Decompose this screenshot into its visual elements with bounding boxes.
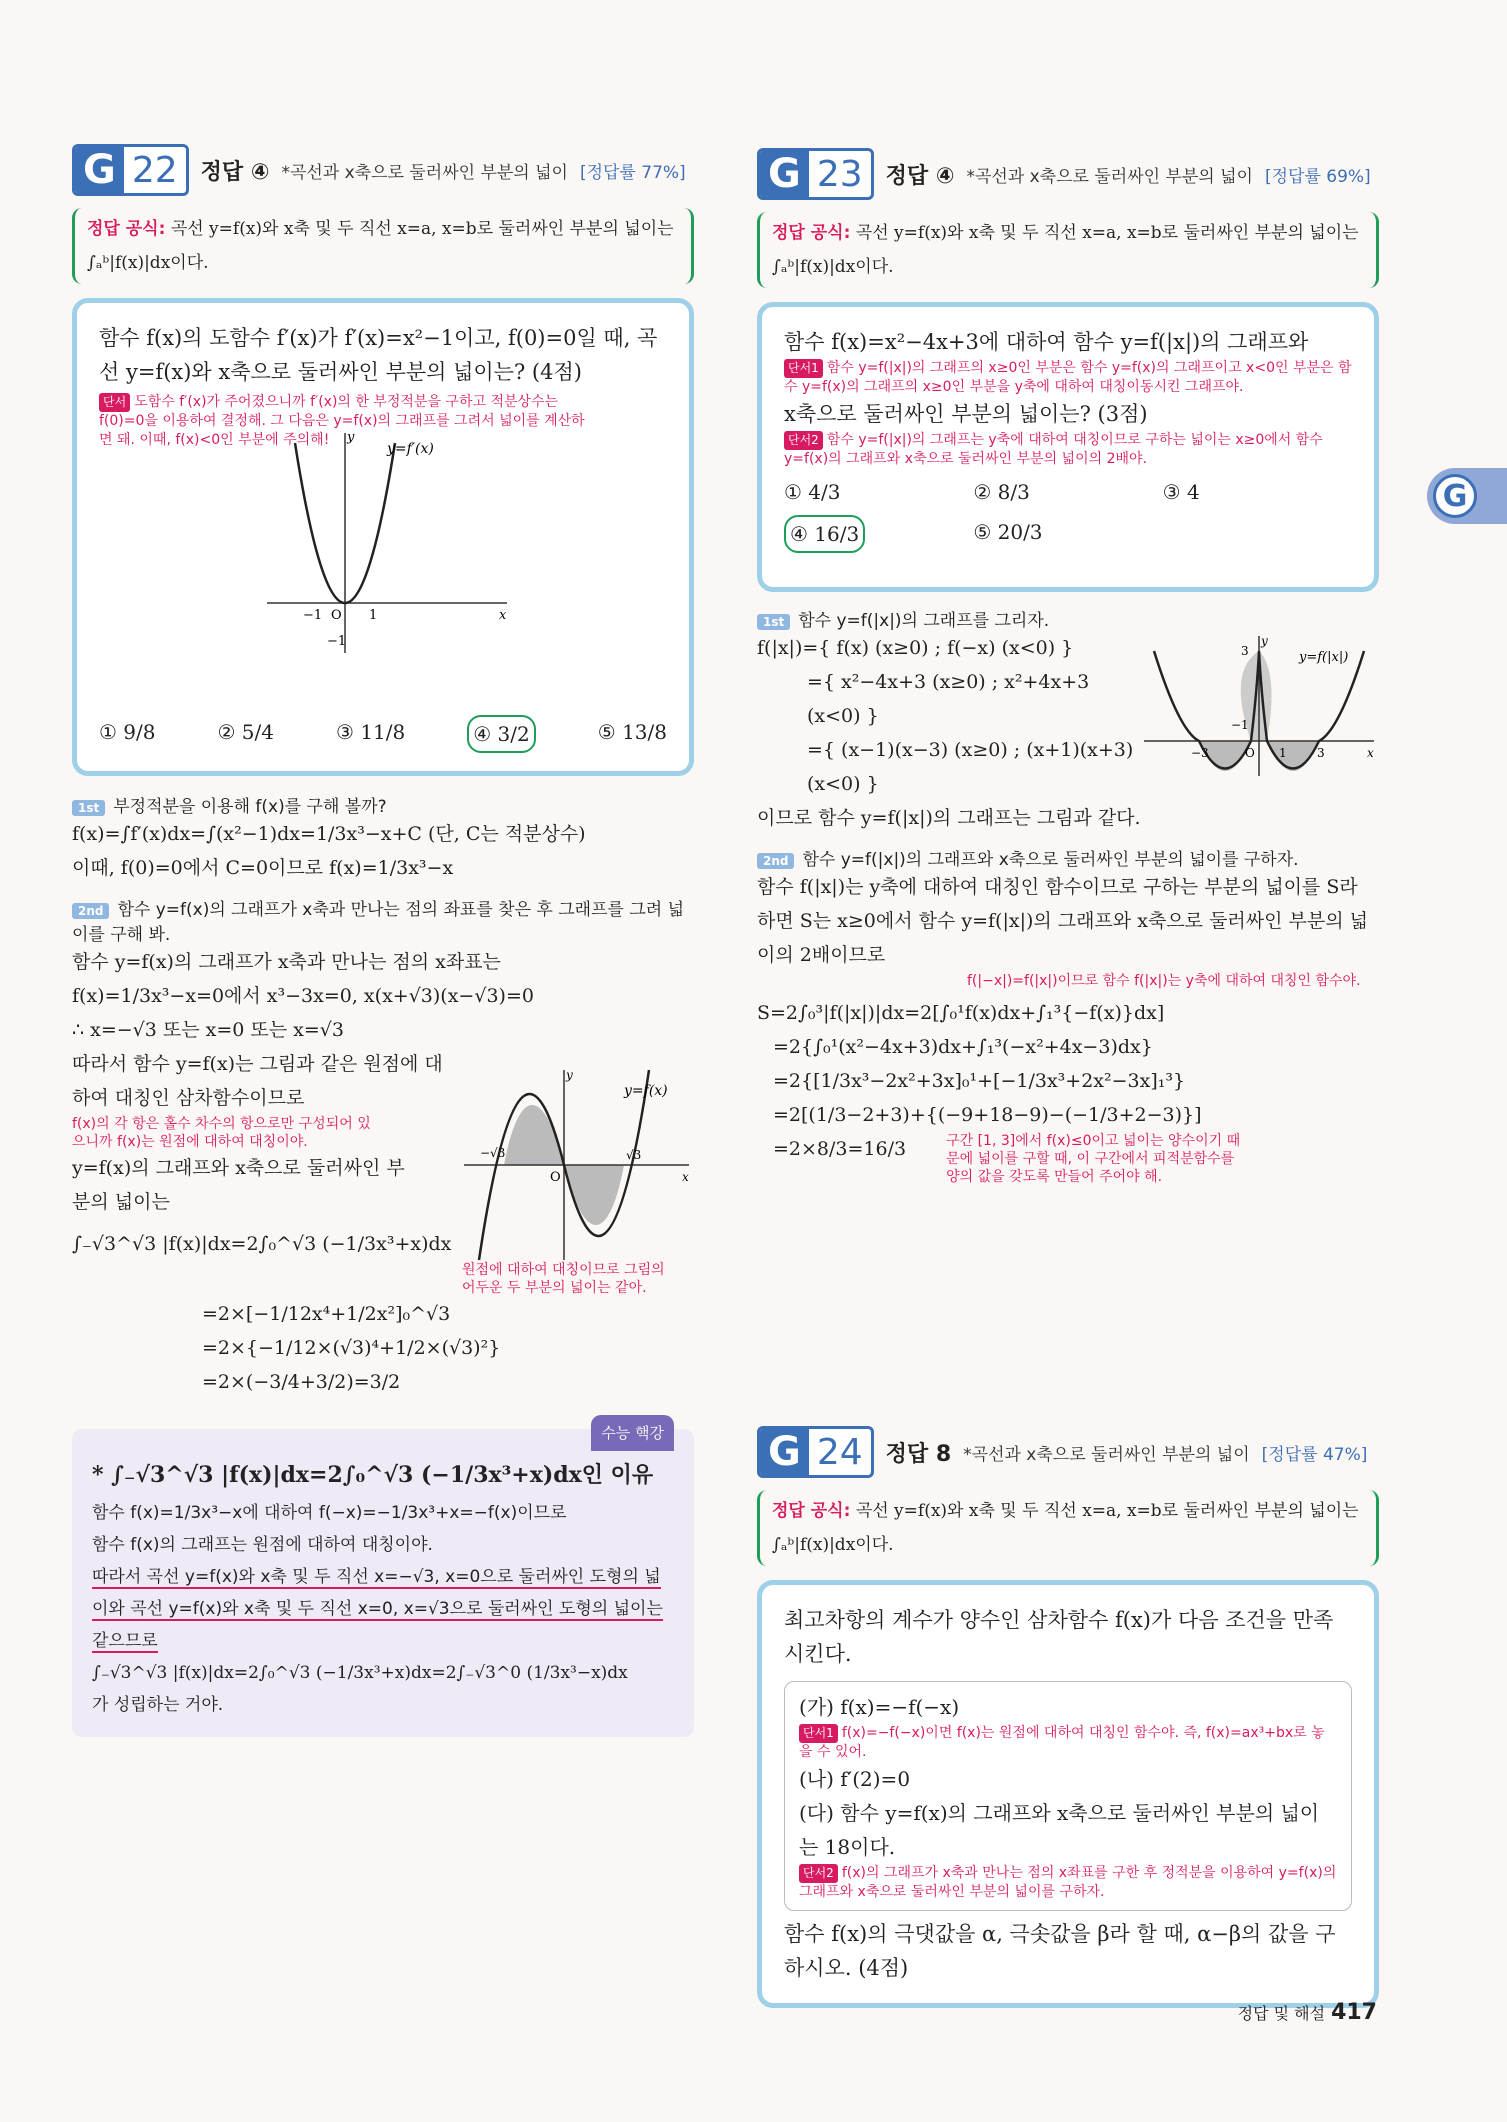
- hint-text: 도함수 f′(x)가 주어졌으니까 f′(x)의 한 부정적분을 구하고 적분상수는 f(0)=0을 이용하여 결정해. 그 다음은 y=f(x)의 그래프를 그려서 넓이를 계산하면 돼. 이때, f(x)<0인 부분에 주의해!: [99, 394, 585, 448]
- svg-text:−1: −1: [327, 634, 347, 649]
- badge-letter: G: [75, 147, 124, 193]
- solution-line: 따라서 함수 y=f(x)는 그림과 같은 원점에 대하여 대칭인 삼차함수이므로: [72, 1053, 443, 1109]
- correct-rate: [정답률 69%]: [1264, 166, 1371, 187]
- choice-1[interactable]: ① 4/3: [784, 480, 841, 504]
- core-title: * ∫₋√3^√3 |f(x)|dx=2∫₀^√3 (−1/3x³+x)dx인 이유: [92, 1462, 654, 1488]
- svg-text:x: x: [499, 608, 507, 623]
- step-2: [757, 845, 1379, 870]
- step-2: [72, 895, 694, 945]
- problem-22-header: [72, 142, 694, 198]
- svg-text:O: O: [331, 608, 342, 623]
- badge-letter: G: [760, 1429, 809, 1475]
- svg-text:O: O: [550, 1170, 561, 1185]
- graph-label: y=f(x): [624, 1083, 668, 1099]
- hint-text: 함수 y=f(|x|)의 그래프의 x≥0인 부분은 함수 y=f(x)의 그래프이고 x<0인 부분은 함수 y=f(x)의 그래프의 x≥0인 부분을 y축에 대하여 대칭이동시킨 그래프야.: [784, 360, 1352, 395]
- core-line: 가 성립하는 거야.: [92, 1695, 224, 1715]
- svg-text:1: 1: [369, 608, 378, 623]
- step-badge: 1st: [72, 800, 105, 816]
- problem-24-badge: [757, 1426, 874, 1478]
- svg-text:−1: −1: [303, 608, 323, 623]
- problem-box: [757, 302, 1379, 592]
- condition-c: (다) 함수 y=f(x)의 그래프와 x축으로 둘러싸인 부분의 넓이는 18이다.: [799, 1801, 1320, 1859]
- svg-text:x: x: [1367, 746, 1374, 760]
- step-text: 함수 y=f(|x|)의 그래프를 그리자.: [798, 611, 1050, 631]
- svg-text:x: x: [682, 1170, 689, 1184]
- solution-line: 함수 y=f(x)의 그래프가 x축과 만나는 점의 x좌표는: [72, 951, 501, 973]
- core-line: 함수 f(x)의 그래프는 원점에 대하여 대칭이야.: [92, 1535, 433, 1555]
- choice-5[interactable]: ⑤ 20/3: [973, 520, 1043, 544]
- svg-text:y: y: [566, 1068, 573, 1082]
- svg-text:3: 3: [1317, 746, 1325, 760]
- step-text: 함수 y=f(|x|)의 그래프와 x축으로 둘러싸인 부분의 넓이를 구하자.: [802, 850, 1299, 870]
- step-1: [72, 792, 694, 817]
- hint-tag: 단서1: [784, 359, 823, 378]
- hint-2: [784, 431, 1352, 469]
- equation-line: =2×(−3/4+3/2)=3/2: [202, 1371, 401, 1393]
- equation-line: =2{∫₀¹(x²−4x+3)dx+∫₁³(−x²+4x−3)dx}: [773, 1036, 1153, 1058]
- svg-text:−√3: −√3: [480, 1146, 506, 1160]
- formula-label: 정답 공식:: [772, 1501, 851, 1521]
- choices: [99, 715, 667, 753]
- problem-23: [757, 146, 1379, 1186]
- core-line: 따라서 곡선 y=f(x)와 x축 및 두 직선 x=−√3, x=0으로 둘러싸인 도형의 넓이와 곡선 y=f(x)와 x축 및 두 직선 x=0, x=√3으로 둘러싸인 도형의 넓이는 같으므로: [92, 1567, 663, 1651]
- solution: [757, 631, 1379, 835]
- derivative-graph: [257, 423, 517, 663]
- svg-text:O: O: [1245, 746, 1255, 760]
- choice-3[interactable]: ③ 4: [1162, 480, 1200, 504]
- problem-text: x축으로 둘러싸인 부분의 넓이는? (3점): [784, 402, 1148, 426]
- section-tab-letter: G: [1433, 474, 1477, 518]
- svg-text:1: 1: [1279, 746, 1287, 760]
- solution-2: [72, 945, 694, 1399]
- svg-text:3: 3: [1241, 644, 1249, 658]
- problem-box: [757, 1580, 1379, 2008]
- solution-2: [757, 870, 1379, 1186]
- svg-text:√3: √3: [626, 1148, 642, 1162]
- svg-text:−3: −3: [1191, 746, 1209, 760]
- step-badge: 2nd: [757, 853, 794, 869]
- section-tab[interactable]: [1427, 468, 1507, 524]
- graph-label: y=f′(x): [387, 441, 434, 457]
- solution-line: f(|x|)={ f(x) (x≥0) ; f(−x) (x<0) }: [757, 637, 1074, 659]
- problem-text: 함수 f(x)=x²−4x+3에 대하여 함수 y=f(|x|)의 그래프와: [784, 330, 1309, 354]
- hint-1: [784, 359, 1352, 397]
- page-footer: [1238, 2000, 1377, 2025]
- problem-23-badge: [757, 148, 874, 200]
- formula-text: 곡선 y=f(x)와 x축 및 두 직선 x=a, x=b로 둘러싸인 부분의 넓이는 ∫ₐᵇ|f(x)|dx이다.: [87, 219, 674, 273]
- problem-text: 최고차항의 계수가 양수인 삼차함수 f(x)가 다음 조건을 만족시킨다.: [784, 1608, 1334, 1666]
- correct-rate: [정답률 47%]: [1261, 1444, 1368, 1465]
- step-1: [757, 606, 1379, 631]
- svg-text:y: y: [347, 430, 355, 445]
- answer: 정답 ④: [200, 159, 270, 185]
- equation-line: S=2∫₀³|f(|x|)|dx=2[∫₀¹f(x)dx+∫₁³{−f(x)}dx]: [757, 1002, 1165, 1024]
- equation-line: =2[(1/3−2+3)+{(−9+18−9)−(−1/3+2−3)}]: [773, 1104, 1202, 1126]
- svg-text:y: y: [1261, 634, 1268, 648]
- badge-number: 24: [816, 1431, 863, 1473]
- abs-graph: [1139, 631, 1379, 781]
- choice-2[interactable]: ② 5/4: [217, 720, 274, 744]
- correct-rate: [정답률 77%]: [579, 162, 686, 183]
- step-text: 함수 y=f(x)의 그래프가 x축과 만나는 점의 좌표를 찾은 후 그래프를 그려 넓이를 구해 봐.: [72, 900, 684, 945]
- solution-line: y=f(x)의 그래프와 x축으로 둘러싸인 부분의 넓이는: [72, 1157, 405, 1213]
- note: 구간 [1, 3]에서 f(x)≤0이고 넓이는 양수이기 때문에 넓이를 구할 때, 이 구간에서 피적분함수를 양의 값을 갖도록 만들어 주어야 해.: [946, 1133, 1241, 1185]
- formula-label: 정답 공식:: [87, 219, 166, 239]
- choice-3[interactable]: ③ 11/8: [336, 720, 406, 744]
- equation-line: =2×8/3=16/3: [773, 1138, 907, 1160]
- hint-text: 함수 y=f(|x|)의 그래프는 y축에 대하여 대칭이므로 구하는 넓이는 x≥0에서 함수 y=f(x)의 그래프와 x축으로 둘러싸인 부분의 넓이의 2배야.: [784, 432, 1323, 467]
- page-number: 417: [1331, 2000, 1377, 2025]
- condition-b: (나) f′(2)=0: [799, 1767, 911, 1791]
- hint-text: f(x)의 그래프가 x축과 만나는 점의 x좌표를 구한 후 정적분을 이용하여 y=f(x)의 그래프와 x축으로 둘러싸인 부분의 넓이를 구하자.: [799, 1865, 1337, 1900]
- problem-24-header: [757, 1424, 1379, 1480]
- core-line: ∫₋√3^√3 |f(x)|dx=2∫₀^√3 (−1/3x³+x)dx=2∫₋√3^0 (1/3x³−x)dx: [92, 1663, 628, 1683]
- choice-5[interactable]: ⑤ 13/8: [597, 720, 667, 744]
- problem-22-badge: [72, 144, 189, 196]
- answer-formula: [72, 208, 694, 284]
- note: f(x)의 각 항은 홀수 차수의 항으로만 구성되어 있으니까 f(x)는 원점에 대하여 대칭이야.: [72, 1116, 371, 1150]
- solution: [72, 817, 694, 885]
- step-text: 부정적분을 이용해 f(x)를 구해 볼까?: [113, 797, 387, 817]
- topic: *곡선과 x축으로 둘러싸인 부분의 넓이: [966, 166, 1253, 187]
- core-lecture: [72, 1424, 694, 1737]
- equation-line: =2×[−1/12x⁴+1/2x²]₀^√3: [202, 1303, 451, 1325]
- equation-line: =2{[1/3x³−2x²+3x]₀¹+[−1/3x³+2x²−3x]₁³}: [773, 1070, 1186, 1092]
- badge-letter: G: [760, 151, 809, 197]
- formula-text: 곡선 y=f(x)와 x축 및 두 직선 x=a, x=b로 둘러싸인 부분의 넓이는 ∫ₐᵇ|f(x)|dx이다.: [772, 1501, 1359, 1555]
- topic: *곡선과 x축으로 둘러싸인 부분의 넓이: [281, 162, 568, 183]
- step-badge: 2nd: [72, 903, 109, 919]
- topic: *곡선과 x축으로 둘러싸인 부분의 넓이: [963, 1444, 1250, 1465]
- answer-formula: [757, 1490, 1379, 1566]
- hint-1: [799, 1724, 1337, 1762]
- problem-22: [72, 142, 694, 1737]
- solution-line: ={ (x−1)(x−3) (x≥0) ; (x+1)(x+3) (x<0) }: [807, 739, 1134, 795]
- solution-line: ∴ x=−√3 또는 x=0 또는 x=√3: [72, 1019, 345, 1041]
- core-tag: 수능 핵강: [591, 1415, 674, 1451]
- choice-2[interactable]: ② 8/3: [973, 480, 1030, 504]
- solution-line: ={ x²−4x+3 (x≥0) ; x²+4x+3 (x<0) }: [807, 671, 1090, 727]
- graph-label: y=f(|x|): [1299, 650, 1349, 665]
- equation-line: ∫₋√3^√3 |f(x)|dx=2∫₀^√3 (−1/3x³+x)dx: [72, 1233, 452, 1255]
- problem-24: [757, 1424, 1379, 2008]
- hint-2: [799, 1864, 1337, 1902]
- choice-1[interactable]: ① 9/8: [99, 720, 156, 744]
- hint-tag: 단서1: [799, 1724, 838, 1743]
- problem-box: [72, 298, 694, 776]
- hint-text: f(x)=−f(−x)이면 f(x)는 원점에 대하여 대칭인 함수야. 즉, f(x)=ax³+bx로 놓을 수 있어.: [799, 1725, 1325, 1760]
- solution-line: 이므로 함수 y=f(|x|)의 그래프는 그림과 같다.: [757, 807, 1141, 829]
- solution-line: f(x)=1/3x³−x=0에서 x³−3x=0, x(x+√3)(x−√3)=0: [72, 985, 534, 1007]
- answer: 정답 ④: [885, 163, 955, 189]
- badge-number: 22: [131, 149, 178, 191]
- step-badge: 1st: [757, 614, 790, 630]
- solution-line: 함수 f(|x|)는 y축에 대하여 대칭인 함수이므로 구하는 부분의 넓이를 S라 하면 S는 x≥0에서 함수 y=f(|x|)의 그래프와 x축으로 둘러싸인 부분의 넓이의 2배이므로: [757, 876, 1368, 966]
- hint-tag: 단서2: [799, 1864, 838, 1883]
- problem-text: 함수 f(x)의 도함수 f′(x)가 f′(x)=x²−1이고, f(0)=0일 때, 곡선 y=f(x)와 x축으로 둘러싸인 부분의 넓이는? (4점): [99, 326, 658, 384]
- cubic-graph: [454, 1065, 694, 1265]
- choice-4[interactable]: ④ 16/3: [784, 515, 865, 553]
- core-line: 함수 f(x)=1/3x³−x에 대하여 f(−x)=−1/3x³+x=−f(x)이므로: [92, 1503, 567, 1523]
- problem-text: 함수 f(x)의 극댓값을 α, 극솟값을 β라 할 때, α−β의 값을 구하시오. (4점): [784, 1922, 1336, 1980]
- solution-line: f(x)=∫f′(x)dx=∫(x²−1)dx=1/3x³−x+C (단, C는 적분상수): [72, 823, 586, 845]
- badge-number: 23: [816, 153, 863, 195]
- equation-line: =2×{−1/12×(√3)⁴+1/2×(√3)²}: [202, 1337, 501, 1359]
- choice-4[interactable]: ④ 3/2: [467, 715, 535, 753]
- note: 원점에 대하여 대칭이므로 그림의 어두운 두 부분의 넓이는 같아.: [462, 1262, 665, 1296]
- svg-text:−1: −1: [1231, 718, 1249, 732]
- hint-tag: 단서2: [784, 431, 823, 450]
- answer-formula: [757, 212, 1379, 288]
- formula-text: 곡선 y=f(x)와 x축 및 두 직선 x=a, x=b로 둘러싸인 부분의 넓이는 ∫ₐᵇ|f(x)|dx이다.: [772, 223, 1359, 277]
- formula-label: 정답 공식:: [772, 223, 851, 243]
- answer: 정답 8: [885, 1441, 952, 1467]
- solution-line: 이때, f(0)=0에서 C=0이므로 f(x)=1/3x³−x: [72, 857, 454, 879]
- hint-tag: 단서: [99, 393, 130, 412]
- note: f(|−x|)=f(|x|)이므로 함수 f(|x|)는 y축에 대하여 대칭인 함수야.: [967, 973, 1361, 989]
- condition-a: (가) f(x)=−f(−x): [799, 1695, 960, 1719]
- footer-label: 정답 및 해설: [1237, 2004, 1326, 2023]
- choices: [784, 475, 1352, 553]
- problem-23-header: [757, 146, 1379, 202]
- conditions: [784, 1681, 1352, 1911]
